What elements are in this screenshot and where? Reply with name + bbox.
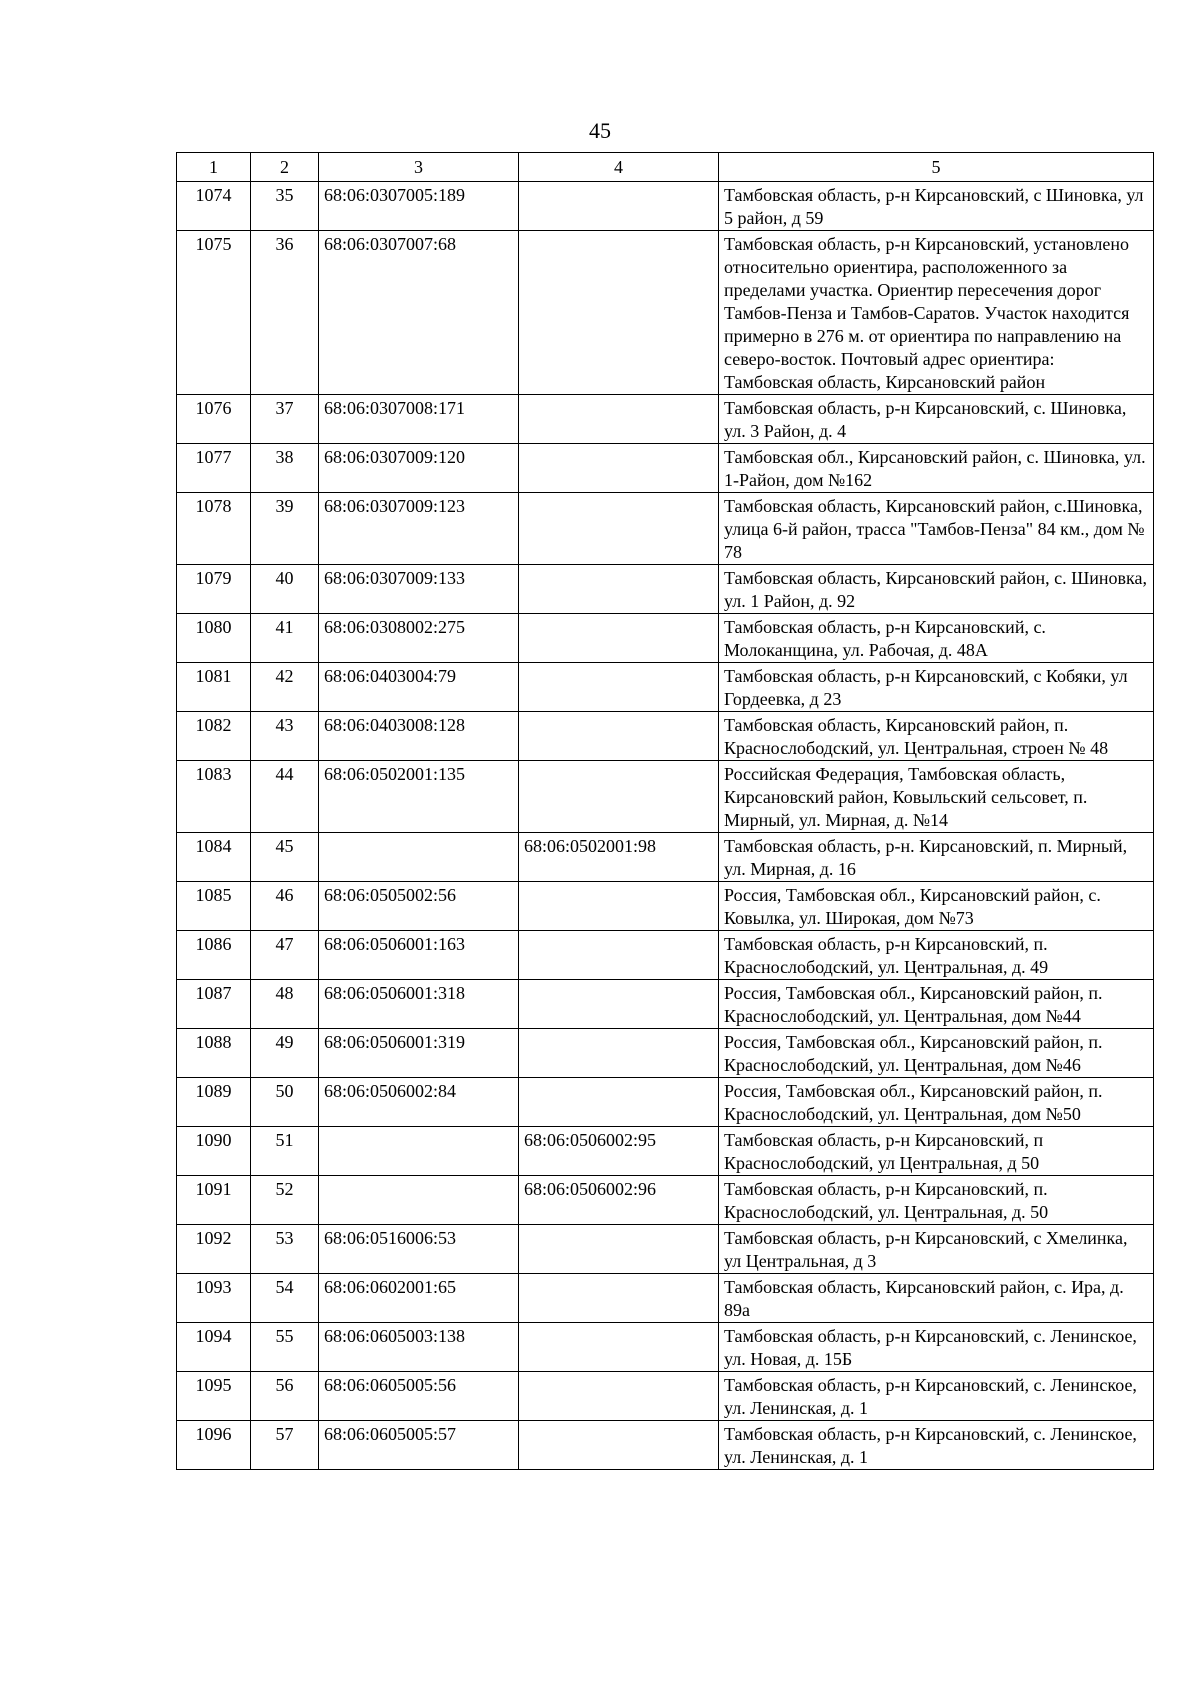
header-row — [177, 153, 1154, 182]
sequence-number-cell: 48 — [251, 980, 319, 1029]
sequence-number-cell: 47 — [251, 931, 319, 980]
address-cell: Тамбовская область, р-н. Кирсановский, п. Мирный, ул. Мирная, д. 16 — [719, 833, 1154, 882]
sequence-number-cell: 40 — [251, 565, 319, 614]
parent-cadastral-number-cell — [519, 1372, 719, 1421]
cadastral-number-cell: 68:06:0506001:163 — [319, 931, 519, 980]
parent-cadastral-number-cell — [519, 395, 719, 444]
sequence-number-cell: 35 — [251, 182, 319, 231]
sequence-number-cell: 50 — [251, 1078, 319, 1127]
parent-cadastral-number-cell — [519, 882, 719, 931]
address-cell: Тамбовская область, р-н Кирсановский, п. Краснослободский, ул. Центральная, д. 49 — [719, 931, 1154, 980]
address-cell: Тамбовская область, р-н Кирсановский, с Кобяки, ул Гордеевка, д 23 — [719, 663, 1154, 712]
row-number-cell: 1076 — [177, 395, 251, 444]
registry-table — [176, 152, 1154, 1470]
row-number-cell: 1092 — [177, 1225, 251, 1274]
row-number-cell: 1081 — [177, 663, 251, 712]
sequence-number-cell: 55 — [251, 1323, 319, 1372]
address-cell: Тамбовская область, р-н Кирсановский, с Шиновка, ул 5 район, д 59 — [719, 182, 1154, 231]
row-number-cell: 1087 — [177, 980, 251, 1029]
row-number-cell: 1090 — [177, 1127, 251, 1176]
address-cell: Россия, Тамбовская обл., Кирсановский район, п. Краснослободский, ул. Центральная, дом №46 — [719, 1029, 1154, 1078]
sequence-number-cell: 43 — [251, 712, 319, 761]
column-header: 1 — [177, 153, 251, 182]
address-cell: Тамбовская область, р-н Кирсановский, с. Ленинское, ул. Новая, д. 15Б — [719, 1323, 1154, 1372]
table-row — [177, 1029, 1154, 1078]
cadastral-number-cell — [319, 1176, 519, 1225]
address-cell: Российская Федерация, Тамбовская область, Кирсановский район, Ковыльский сельсовет, п. Мирный, ул. Мирная, д. №14 — [719, 761, 1154, 833]
parent-cadastral-number-cell — [519, 663, 719, 712]
parent-cadastral-number-cell — [519, 712, 719, 761]
parent-cadastral-number-cell — [519, 1323, 719, 1372]
sequence-number-cell: 46 — [251, 882, 319, 931]
cadastral-number-cell: 68:06:0403008:128 — [319, 712, 519, 761]
table-row — [177, 1421, 1154, 1470]
column-header: 5 — [719, 153, 1154, 182]
table-row — [177, 1274, 1154, 1323]
sequence-number-cell: 36 — [251, 231, 319, 395]
table-row — [177, 395, 1154, 444]
cadastral-number-cell: 68:06:0506002:84 — [319, 1078, 519, 1127]
row-number-cell: 1083 — [177, 761, 251, 833]
sequence-number-cell: 44 — [251, 761, 319, 833]
table-row — [177, 182, 1154, 231]
sequence-number-cell: 39 — [251, 493, 319, 565]
column-header: 3 — [319, 153, 519, 182]
table-row — [177, 761, 1154, 833]
cadastral-number-cell: 68:06:0506001:319 — [319, 1029, 519, 1078]
address-cell: Тамбовская область, р-н Кирсановский, с. Ленинское, ул. Ленинская, д. 1 — [719, 1372, 1154, 1421]
sequence-number-cell: 42 — [251, 663, 319, 712]
row-number-cell: 1080 — [177, 614, 251, 663]
address-cell: Тамбовская область, р-н Кирсановский, с. Ленинское, ул. Ленинская, д. 1 — [719, 1421, 1154, 1470]
table-row — [177, 493, 1154, 565]
column-header: 2 — [251, 153, 319, 182]
address-cell: Тамбовская область, р-н Кирсановский, п. Краснослободский, ул. Центральная, д. 50 — [719, 1176, 1154, 1225]
row-number-cell: 1077 — [177, 444, 251, 493]
sequence-number-cell: 38 — [251, 444, 319, 493]
parent-cadastral-number-cell — [519, 931, 719, 980]
address-cell: Россия, Тамбовская обл., Кирсановский район, п. Краснослободский, ул. Центральная, дом №50 — [719, 1078, 1154, 1127]
parent-cadastral-number-cell — [519, 1078, 719, 1127]
table-body — [177, 182, 1154, 1470]
table-row — [177, 980, 1154, 1029]
row-number-cell: 1074 — [177, 182, 251, 231]
parent-cadastral-number-cell: 68:06:0506002:95 — [519, 1127, 719, 1176]
row-number-cell: 1093 — [177, 1274, 251, 1323]
sequence-number-cell: 41 — [251, 614, 319, 663]
cadastral-number-cell: 68:06:0307009:123 — [319, 493, 519, 565]
cadastral-number-cell: 68:06:0307005:189 — [319, 182, 519, 231]
row-number-cell: 1095 — [177, 1372, 251, 1421]
sequence-number-cell: 52 — [251, 1176, 319, 1225]
row-number-cell: 1094 — [177, 1323, 251, 1372]
sequence-number-cell: 53 — [251, 1225, 319, 1274]
row-number-cell: 1086 — [177, 931, 251, 980]
table-row — [177, 444, 1154, 493]
row-number-cell: 1078 — [177, 493, 251, 565]
cadastral-number-cell: 68:06:0605005:57 — [319, 1421, 519, 1470]
sequence-number-cell: 56 — [251, 1372, 319, 1421]
table-row — [177, 1078, 1154, 1127]
cadastral-number-cell: 68:06:0505002:56 — [319, 882, 519, 931]
parent-cadastral-number-cell — [519, 980, 719, 1029]
address-cell: Тамбовская область, р-н Кирсановский, с. Шиновка, ул. 3 Район, д. 4 — [719, 395, 1154, 444]
parent-cadastral-number-cell — [519, 1421, 719, 1470]
table-row — [177, 882, 1154, 931]
parent-cadastral-number-cell — [519, 493, 719, 565]
row-number-cell: 1084 — [177, 833, 251, 882]
cadastral-number-cell: 68:06:0602001:65 — [319, 1274, 519, 1323]
table-row — [177, 231, 1154, 395]
sequence-number-cell: 45 — [251, 833, 319, 882]
parent-cadastral-number-cell — [519, 565, 719, 614]
table-row — [177, 1372, 1154, 1421]
row-number-cell: 1091 — [177, 1176, 251, 1225]
parent-cadastral-number-cell — [519, 1225, 719, 1274]
parent-cadastral-number-cell: 68:06:0502001:98 — [519, 833, 719, 882]
cadastral-number-cell: 68:06:0605005:56 — [319, 1372, 519, 1421]
row-number-cell: 1075 — [177, 231, 251, 395]
sequence-number-cell: 37 — [251, 395, 319, 444]
address-cell: Тамбовская область, Кирсановский район, с. Ира, д. 89а — [719, 1274, 1154, 1323]
table-row — [177, 1176, 1154, 1225]
sequence-number-cell: 49 — [251, 1029, 319, 1078]
table-row — [177, 614, 1154, 663]
address-cell: Тамбовская обл., Кирсановский район, с. Шиновка, ул. 1-Район, дом №162 — [719, 444, 1154, 493]
table-row — [177, 1127, 1154, 1176]
address-cell: Тамбовская область, р-н Кирсановский, с. Молоканщина, ул. Рабочая, д. 48А — [719, 614, 1154, 663]
table-row — [177, 712, 1154, 761]
cadastral-number-cell: 68:06:0403004:79 — [319, 663, 519, 712]
cadastral-number-cell: 68:06:0307007:68 — [319, 231, 519, 395]
table-row — [177, 663, 1154, 712]
cadastral-number-cell — [319, 1127, 519, 1176]
cadastral-number-cell: 68:06:0307008:171 — [319, 395, 519, 444]
row-number-cell: 1088 — [177, 1029, 251, 1078]
address-cell: Тамбовская область, р-н Кирсановский, с Хмелинка, ул Центральная, д 3 — [719, 1225, 1154, 1274]
cadastral-number-cell: 68:06:0307009:133 — [319, 565, 519, 614]
parent-cadastral-number-cell — [519, 614, 719, 663]
address-cell: Тамбовская область, р-н Кирсановский, установлено относительно ориентира, расположенного за пределами участка. Ориентир пересечения дорог Тамбов-Пенза и Тамбов-Саратов. Участок находится примерно в 276 м. от ориентира по направлению на северо-восток. Почтовый адрес ориентира: Тамбовская область, Кирсановский район — [719, 231, 1154, 395]
cadastral-number-cell — [319, 833, 519, 882]
page-number: 45 — [589, 118, 611, 143]
address-cell: Тамбовская область, Кирсановский район, с.Шиновка, улица 6-й район, трасса "Тамбов-Пенза" 84 км., дом № 78 — [719, 493, 1154, 565]
row-number-cell: 1096 — [177, 1421, 251, 1470]
table-row — [177, 1225, 1154, 1274]
address-cell: Россия, Тамбовская обл., Кирсановский район, п. Краснослободский, ул. Центральная, дом №44 — [719, 980, 1154, 1029]
sequence-number-cell: 54 — [251, 1274, 319, 1323]
cadastral-number-cell: 68:06:0516006:53 — [319, 1225, 519, 1274]
cadastral-number-cell: 68:06:0506001:318 — [319, 980, 519, 1029]
parent-cadastral-number-cell: 68:06:0506002:96 — [519, 1176, 719, 1225]
table-row — [177, 833, 1154, 882]
row-number-cell: 1079 — [177, 565, 251, 614]
table-row — [177, 931, 1154, 980]
sequence-number-cell: 57 — [251, 1421, 319, 1470]
cadastral-number-cell: 68:06:0308002:275 — [319, 614, 519, 663]
cadastral-number-cell: 68:06:0605003:138 — [319, 1323, 519, 1372]
parent-cadastral-number-cell — [519, 444, 719, 493]
parent-cadastral-number-cell — [519, 761, 719, 833]
row-number-cell: 1082 — [177, 712, 251, 761]
address-cell: Тамбовская область, р-н Кирсановский, п Краснослободский, ул Центральная, д 50 — [719, 1127, 1154, 1176]
parent-cadastral-number-cell — [519, 1274, 719, 1323]
sequence-number-cell: 51 — [251, 1127, 319, 1176]
parent-cadastral-number-cell — [519, 1029, 719, 1078]
parent-cadastral-number-cell — [519, 231, 719, 395]
address-cell: Тамбовская область, Кирсановский район, п. Краснослободский, ул. Центральная, строен № 48 — [719, 712, 1154, 761]
parent-cadastral-number-cell — [519, 182, 719, 231]
address-cell: Тамбовская область, Кирсановский район, с. Шиновка, ул. 1 Район, д. 92 — [719, 565, 1154, 614]
column-header: 4 — [519, 153, 719, 182]
address-cell: Россия, Тамбовская обл., Кирсановский район, с. Ковылка, ул. Широкая, дом №73 — [719, 882, 1154, 931]
cadastral-number-cell: 68:06:0307009:120 — [319, 444, 519, 493]
cadastral-number-cell: 68:06:0502001:135 — [319, 761, 519, 833]
row-number-cell: 1089 — [177, 1078, 251, 1127]
table-row — [177, 565, 1154, 614]
row-number-cell: 1085 — [177, 882, 251, 931]
table-row — [177, 1323, 1154, 1372]
